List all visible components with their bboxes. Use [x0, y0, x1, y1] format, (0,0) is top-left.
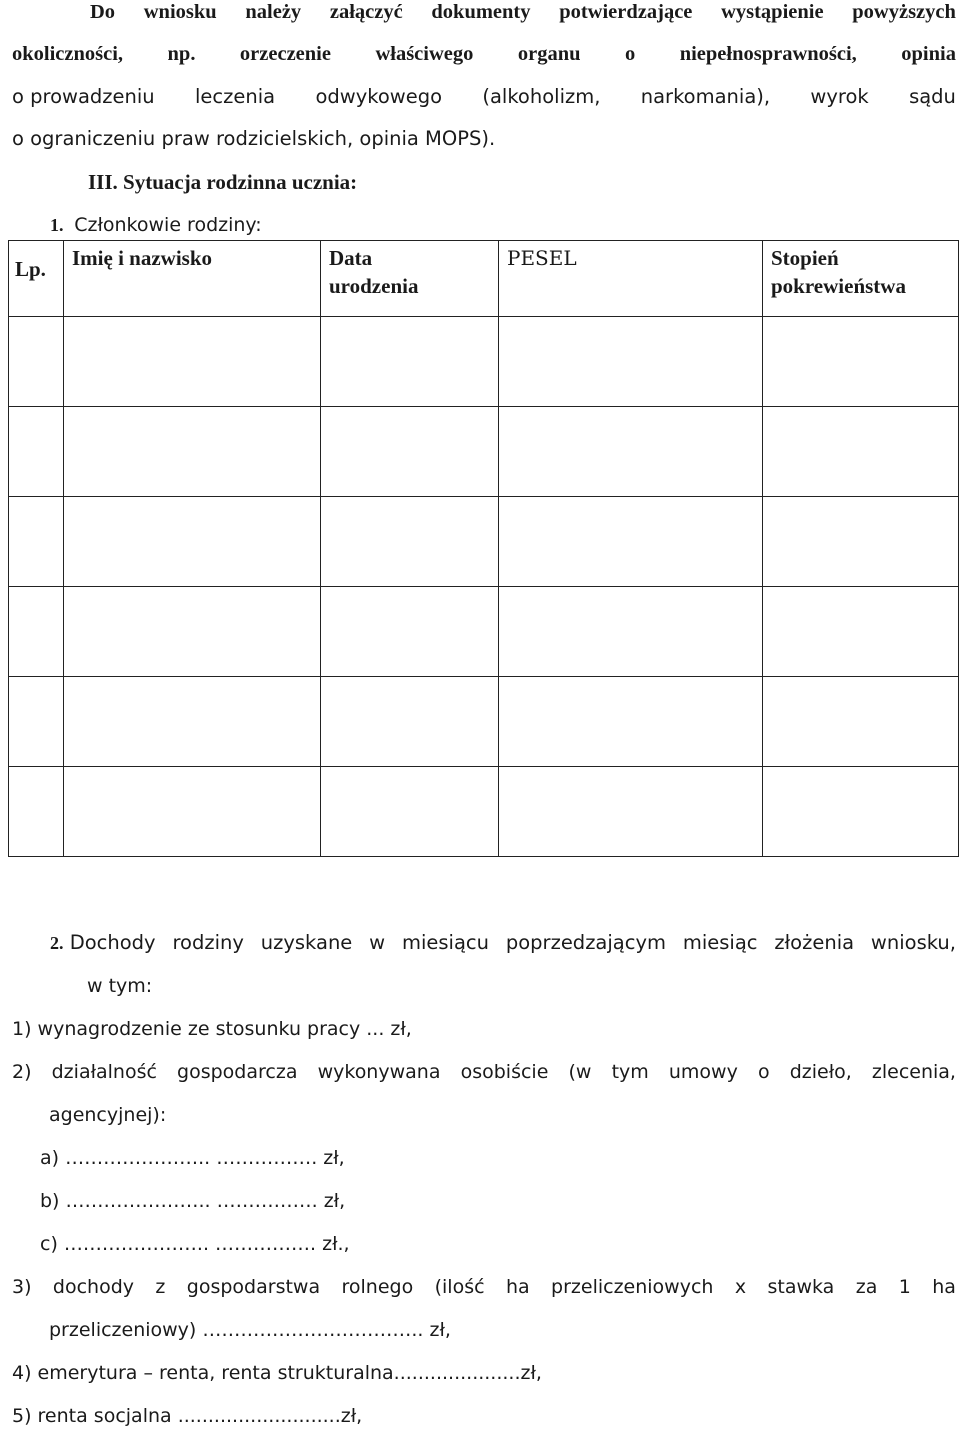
table-header-row — [9, 241, 959, 317]
word: sądu — [909, 85, 956, 108]
subsection-label: Członkowie rodziny: — [74, 214, 262, 236]
intro-line-2 — [12, 44, 956, 65]
income-number: 2. — [50, 933, 64, 953]
cell-name[interactable] — [64, 587, 321, 677]
family-members-table — [8, 240, 959, 857]
word: dokumenty — [431, 1, 531, 23]
header-birth-date — [321, 241, 499, 317]
income-heading-line-1 — [50, 933, 956, 953]
cell-name[interactable] — [64, 767, 321, 857]
word: powyższych — [852, 1, 956, 23]
cell-relation[interactable] — [763, 587, 959, 677]
word: (w — [568, 1061, 592, 1083]
word: narkomania), — [640, 85, 771, 108]
word: miesiącu — [401, 931, 490, 954]
word: właściwego — [375, 43, 474, 65]
income-sub-c: c) ………………….. ……………. zł., — [40, 1233, 350, 1255]
cell-birth-date[interactable] — [321, 587, 499, 677]
word: dochody — [52, 1276, 135, 1298]
word: zlecenia, — [871, 1061, 956, 1083]
word: (alkoholizm, — [482, 85, 601, 108]
word: 3) — [12, 1276, 32, 1298]
word: tym — [611, 1061, 649, 1083]
cell-relation[interactable] — [763, 317, 959, 407]
word: miesiąc — [682, 931, 758, 954]
table-row — [9, 587, 959, 677]
word: organu — [517, 43, 581, 65]
cell-relation[interactable] — [763, 407, 959, 497]
subsection-number: 1. — [50, 215, 64, 235]
word: z — [155, 1276, 166, 1298]
cell-birth-date[interactable] — [321, 317, 499, 407]
word: wykonywana — [317, 1061, 441, 1083]
income-item-2 — [12, 1063, 956, 1082]
cell-birth-date[interactable] — [321, 677, 499, 767]
word: Do — [90, 1, 116, 23]
cell-birth-date[interactable] — [321, 497, 499, 587]
header-lp: Lp. — [9, 241, 64, 317]
cell-lp[interactable] — [9, 767, 64, 857]
word: o — [757, 1061, 770, 1083]
cell-lp[interactable] — [9, 677, 64, 767]
word: opinia — [901, 43, 956, 65]
word: odwykowego — [315, 85, 443, 108]
word: poprzedzającym — [505, 931, 666, 954]
income-heading-lead — [50, 933, 156, 953]
header-relation — [763, 241, 959, 317]
word: Dochody — [69, 931, 156, 954]
word: stawka — [767, 1276, 835, 1298]
word: należy — [245, 1, 302, 23]
word: za — [855, 1276, 878, 1298]
word: ha — [932, 1276, 956, 1298]
word: rolnego — [341, 1276, 414, 1298]
cell-relation[interactable] — [763, 677, 959, 767]
cell-name[interactable] — [64, 677, 321, 767]
cell-pesel[interactable] — [499, 497, 763, 587]
word: 1 — [898, 1276, 911, 1298]
cell-pesel[interactable] — [499, 587, 763, 677]
cell-pesel[interactable] — [499, 317, 763, 407]
cell-relation[interactable] — [763, 497, 959, 587]
word: wniosku — [143, 1, 217, 23]
table-row — [9, 497, 959, 587]
table-row — [9, 317, 959, 407]
word: rodziny — [172, 931, 244, 954]
cell-birth-date[interactable] — [321, 767, 499, 857]
cell-lp[interactable] — [9, 407, 64, 497]
word: załączyć — [329, 1, 403, 23]
cell-pesel[interactable] — [499, 677, 763, 767]
cell-name[interactable] — [64, 497, 321, 587]
word: okoliczności, — [12, 43, 124, 65]
income-heading-line-2: w tym: — [87, 975, 153, 997]
word: x — [734, 1276, 747, 1298]
word: działalność — [51, 1061, 157, 1083]
word: złożenia — [774, 931, 855, 954]
income-item-1: 1) wynagrodzenie ze stosunku pracy ... zł, — [12, 1018, 412, 1040]
word: uzyskane — [260, 931, 353, 954]
word: niepełnosprawności, — [679, 43, 857, 65]
subsection-1-title — [50, 216, 262, 235]
word: potwierdzające — [559, 1, 693, 23]
word: o — [624, 43, 636, 65]
word: umowy — [668, 1061, 738, 1083]
intro-line-1 — [90, 2, 956, 23]
word: osobiście — [460, 1061, 549, 1083]
income-item-5: 5) renta socjalna ...........................zł, — [12, 1405, 363, 1427]
table-row — [9, 407, 959, 497]
income-sub-b: b) ………………….. ……………. zł, — [40, 1190, 346, 1212]
header-relation-line1: Stopień — [771, 246, 839, 270]
word: o prowadzeniu — [12, 85, 155, 108]
header-birth-date-line2: urodzenia — [329, 274, 419, 298]
header-birth-date-line1: Data — [329, 246, 373, 270]
income-sub-a: a) ………………….. ……………. zł, — [40, 1147, 345, 1169]
cell-pesel[interactable] — [499, 407, 763, 497]
word: leczenia — [195, 85, 276, 108]
income-item-2-continued: agencyjnej): — [49, 1104, 167, 1126]
word: gospodarstwa — [186, 1276, 321, 1298]
table-row — [9, 677, 959, 767]
word: ha — [505, 1276, 530, 1298]
word: (ilość — [434, 1276, 485, 1298]
header-name: Imię i nazwisko — [64, 241, 321, 317]
cell-lp[interactable] — [9, 317, 64, 407]
intro-line-3 — [12, 87, 956, 107]
word: przeliczeniowych — [551, 1276, 714, 1298]
header-relation-line2: pokrewieństwa — [771, 274, 906, 298]
word: wystąpienie — [721, 1, 824, 23]
header-pesel: PESEL — [499, 241, 763, 317]
cell-birth-date[interactable] — [321, 407, 499, 497]
section-heading-text: III. Sytuacja rodzinna ucznia: — [88, 170, 358, 194]
word: wniosku, — [870, 931, 956, 954]
cell-name[interactable] — [64, 317, 321, 407]
word: w — [369, 931, 386, 954]
word: 2) — [12, 1061, 32, 1083]
income-item-3-continued: przeliczeniowy) …………………………….. zł, — [49, 1319, 451, 1341]
section-heading — [88, 172, 357, 193]
cell-lp[interactable] — [9, 497, 64, 587]
word: gospodarcza — [177, 1061, 298, 1083]
cell-name[interactable] — [64, 407, 321, 497]
word: np. — [167, 43, 196, 65]
income-item-3 — [12, 1278, 956, 1297]
cell-pesel[interactable] — [499, 767, 763, 857]
income-item-4: 4) emerytura – renta, renta strukturalna.....................zł, — [12, 1362, 542, 1384]
cell-lp[interactable] — [9, 587, 64, 677]
word: dzieło, — [789, 1061, 852, 1083]
intro-line-4: o ograniczeniu praw rodzicielskich, opinia MOPS). — [12, 127, 496, 150]
table-row — [9, 767, 959, 857]
word: wyrok — [810, 85, 869, 108]
word: orzeczenie — [239, 43, 331, 65]
cell-relation[interactable] — [763, 767, 959, 857]
